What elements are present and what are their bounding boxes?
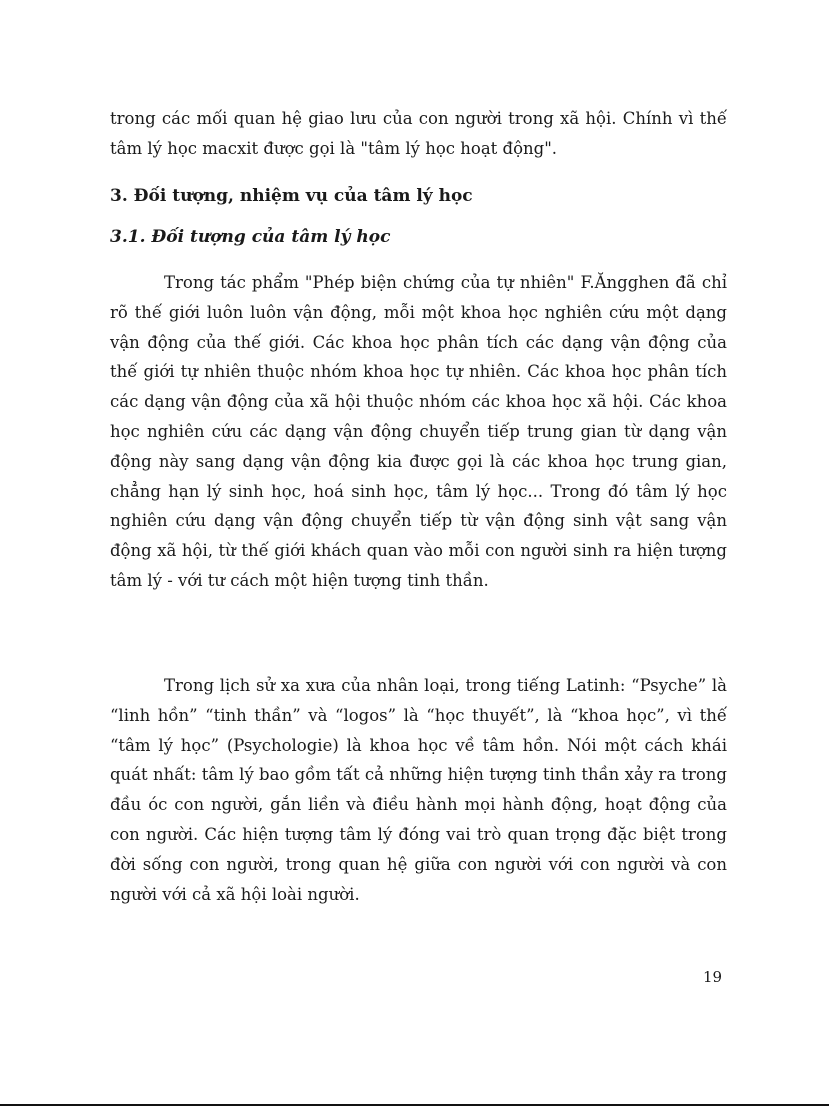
intro-text: trong các mối quan hệ giao lưu của con người trong xã hội. Chính vì thế tâm lý học macxit được gọi là "tâm lý học hoạt động". <box>110 109 727 158</box>
paragraph-2 <box>110 671 727 909</box>
paragraph-2-text: Trong lịch sử xa xưa của nhân loại, trong tiếng Latinh: “Psyche” là “linh hồn” “tinh thần” và “logos” là “học thuyết”, là “khoa học”, vì thế “tâm lý học” (Psychologie) là khoa học về tâm hồn. Nói một cách khái quát nhất: tâm lý bao gồm tất cả những hiện tượng tinh thần xảy ra trong đầu óc con người, gắn liền và điều hành mọi hành động, hoạt động của con người. Các hiện tượng tâm lý đóng vai trò quan trọng đặc biệt trong đời sống con người, trong quan hệ giữa con người với con người và con người với cả xã hội loài người. <box>110 676 727 904</box>
scan-bottom-edge <box>0 1104 829 1106</box>
intro-paragraph <box>110 104 727 164</box>
section-heading: 3. Đối tượng, nhiệm vụ của tâm lý học <box>110 186 473 206</box>
page-number: 19 <box>703 968 723 986</box>
subsection-heading: 3.1. Đối tượng của tâm lý học <box>110 227 391 247</box>
paragraph-1-text: Trong tác phẩm "Phép biện chứng của tự nhiên" F.Ăngghen đã chỉ rõ thế giới luôn luôn vận động, mỗi một khoa học nghiên cứu một dạng vận động của thế giới. Các khoa học phân tích các dạng vận động của thế giới tự nhiên thuộc nhóm khoa học tự nhiên. Các khoa học phân tích các dạng vận động của xã hội thuộc nhóm các khoa học xã hội. Các khoa học nghiên cứu các dạng vận động chuyển tiếp trung gian từ dạng vận động này sang dạng vận động kia được gọi là các khoa học trung gian, chẳng hạn lý sinh học, hoá sinh học, tâm lý học... Trong đó tâm lý học nghiên cứu dạng vận động chuyển tiếp từ vận động sinh vật sang vận động xã hội, từ thế giới khách quan vào mỗi con người sinh ra hiện tượng tâm lý - với tư cách một hiện tượng tinh thần. <box>110 273 727 590</box>
paragraph-1 <box>110 268 727 596</box>
